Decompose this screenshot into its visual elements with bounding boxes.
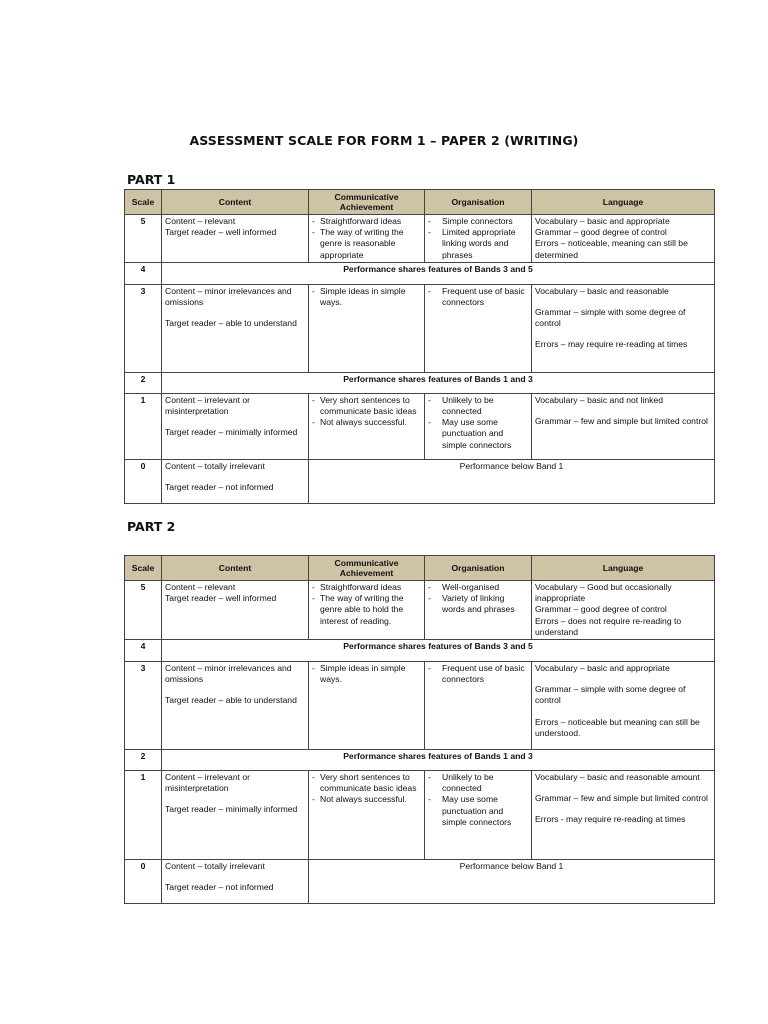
content-text: Target reader – minimally informed <box>165 427 298 438</box>
content-text: Content – irrelevant or misinterpretation <box>165 772 251 794</box>
communicative-cell <box>309 284 425 372</box>
language-text: Grammar – few and simple but limited control <box>535 793 708 804</box>
content-text: Target reader – not informed <box>165 882 274 893</box>
scale-cell: 0 <box>125 459 162 503</box>
list-item: - Simple ideas in simple ways. <box>312 286 421 308</box>
band-4-row <box>125 640 715 662</box>
content-text: Target reader – not informed <box>165 482 274 493</box>
list-item: - Limited appropriate linking words and phrases <box>428 227 528 261</box>
list-item: - Straightforward ideas <box>312 216 421 227</box>
list-item: - The way of writing the genre able to hold the interest of reading. <box>312 593 421 627</box>
scale-cell: 1 <box>125 771 162 860</box>
language-text: Vocabulary – basic and reasonable amount <box>535 772 700 783</box>
content-text: Content – minor irrelevances and omissions <box>165 663 292 685</box>
scale-cell: 0 <box>125 860 162 904</box>
part-2-table <box>124 555 715 904</box>
communicative-cell <box>309 215 425 263</box>
language-text: Grammar – simple with some degree of control <box>535 307 686 329</box>
organisation-cell <box>425 662 532 750</box>
content-cell <box>162 860 309 904</box>
band-note: Performance shares features of Bands 1 and 3 <box>162 750 715 771</box>
content-text: Target reader – able to understand <box>165 695 297 706</box>
content-cell <box>162 393 309 459</box>
header-language: Language <box>532 556 715 581</box>
language-text: Errors – may require re-reading at times <box>535 339 688 350</box>
language-text: Grammar – good degree of control <box>535 604 667 615</box>
header-row <box>125 556 715 581</box>
list-item: - Simple connectors <box>428 216 528 227</box>
organisation-cell <box>425 393 532 459</box>
scale-cell: 5 <box>125 215 162 263</box>
content-text: Content – relevant <box>165 216 236 226</box>
language-cell <box>532 393 715 459</box>
part-2-heading: PART 2 <box>127 519 176 534</box>
organisation-cell <box>425 284 532 372</box>
communicative-cell <box>309 393 425 459</box>
header-organisation: Organisation <box>425 556 532 581</box>
language-text: Vocabulary – basic and appropriate <box>535 663 670 674</box>
list-item: - May use some punctuation and simple connectors <box>428 417 528 451</box>
list-item: - Very short sentences to communicate basic ideas <box>312 395 421 417</box>
list-item: - Very short sentences to communicate basic ideas <box>312 772 421 794</box>
scale-cell: 4 <box>125 640 162 662</box>
header-scale: Scale <box>125 190 162 215</box>
content-cell <box>162 459 309 503</box>
content-text: Target reader – minimally informed <box>165 804 298 815</box>
communicative-cell <box>309 581 425 640</box>
band-5-row <box>125 215 715 263</box>
band-note: Performance shares features of Bands 1 and 3 <box>162 372 715 393</box>
language-text: Vocabulary – basic and reasonable <box>535 285 669 296</box>
language-text: Errors - may require re-reading at times <box>535 814 686 825</box>
header-language: Language <box>532 190 715 215</box>
list-item: - Variety of linking words and phrases <box>428 593 528 615</box>
scale-cell: 2 <box>125 750 162 771</box>
header-scale: Scale <box>125 556 162 581</box>
band-3-row <box>125 284 715 372</box>
language-cell <box>532 215 715 263</box>
list-item: - May use some punctuation and simple connectors <box>428 794 528 828</box>
content-text: Target reader – well informed <box>165 593 277 604</box>
header-communicative: Communicative Achievement <box>309 190 425 215</box>
band-1-row <box>125 393 715 459</box>
scale-cell: 5 <box>125 581 162 640</box>
header-communicative: Communicative Achievement <box>309 556 425 581</box>
band-4-row <box>125 262 715 284</box>
band-2-row <box>125 750 715 771</box>
list-item: - Well-organised <box>428 582 528 593</box>
band-0-row <box>125 860 715 904</box>
scale-cell: 1 <box>125 393 162 459</box>
content-cell <box>162 662 309 750</box>
content-cell <box>162 215 309 263</box>
communicative-cell <box>309 771 425 860</box>
language-text: Grammar – few and simple but limited control <box>535 416 708 427</box>
language-cell <box>532 284 715 372</box>
language-text: Vocabulary – basic and not linked <box>535 394 664 405</box>
language-cell <box>532 581 715 640</box>
list-item: - Frequent use of basic connectors <box>428 663 528 685</box>
band-below-note: Performance below Band 1 <box>309 459 715 503</box>
list-item: - Unlikely to be connected <box>428 395 528 417</box>
band-2-row <box>125 372 715 393</box>
content-cell <box>162 284 309 372</box>
content-text: Content – irrelevant or misinterpretation <box>165 394 251 417</box>
band-1-row <box>125 771 715 860</box>
language-text: Errors – noticeable but meaning can still be understood. <box>535 716 700 738</box>
list-item: - The way of writing the genre is reasonable appropriate <box>312 227 421 261</box>
part-1-table <box>124 189 715 504</box>
language-text: Vocabulary – basic and appropriate <box>535 216 670 226</box>
header-row <box>125 190 715 215</box>
content-text: Target reader – well informed <box>165 227 277 238</box>
content-text: Content – minor irrelevances and omissions <box>165 285 292 308</box>
header-organisation: Organisation <box>425 190 532 215</box>
band-0-row <box>125 459 715 503</box>
organisation-cell <box>425 215 532 263</box>
band-note: Performance shares features of Bands 3 and 5 <box>162 262 715 284</box>
band-note: Performance shares features of Bands 3 and 5 <box>162 640 715 662</box>
band-below-note: Performance below Band 1 <box>309 860 715 904</box>
scale-cell: 4 <box>125 262 162 284</box>
organisation-cell <box>425 771 532 860</box>
language-cell <box>532 662 715 750</box>
language-text: Vocabulary – Good but occasionally inappropriate <box>535 582 672 604</box>
communicative-cell <box>309 662 425 750</box>
language-text: Errors – does not require re-reading to understand <box>535 615 682 637</box>
list-item: - Not always successful. <box>312 794 421 805</box>
scale-cell: 2 <box>125 372 162 393</box>
part-1-heading: PART 1 <box>127 172 176 187</box>
content-text: Target reader – able to understand <box>165 318 297 329</box>
list-item: - Simple ideas in simple ways. <box>312 663 421 685</box>
content-cell <box>162 581 309 640</box>
content-text: Content – totally irrelevant <box>165 460 265 471</box>
language-cell <box>532 771 715 860</box>
content-text: Content – totally irrelevant <box>165 861 265 872</box>
list-item: - Straightforward ideas <box>312 582 421 593</box>
language-text: Grammar – simple with some degree of control <box>535 684 686 706</box>
content-text: Content – relevant <box>165 582 236 592</box>
list-item: - Not always successful. <box>312 417 421 428</box>
header-content: Content <box>162 556 309 581</box>
list-item: - Unlikely to be connected <box>428 772 528 794</box>
scale-cell: 3 <box>125 284 162 372</box>
content-cell <box>162 771 309 860</box>
language-text: Grammar – good degree of control <box>535 227 667 238</box>
header-content: Content <box>162 190 309 215</box>
language-text: Errors – noticeable, meaning can still be determined <box>535 238 688 260</box>
page-title: ASSESSMENT SCALE FOR FORM 1 – PAPER 2 (WRITING) <box>189 133 579 148</box>
band-3-row <box>125 662 715 750</box>
list-item: - Frequent use of basic connectors <box>428 286 528 308</box>
organisation-cell <box>425 581 532 640</box>
band-5-row <box>125 581 715 640</box>
scale-cell: 3 <box>125 662 162 750</box>
